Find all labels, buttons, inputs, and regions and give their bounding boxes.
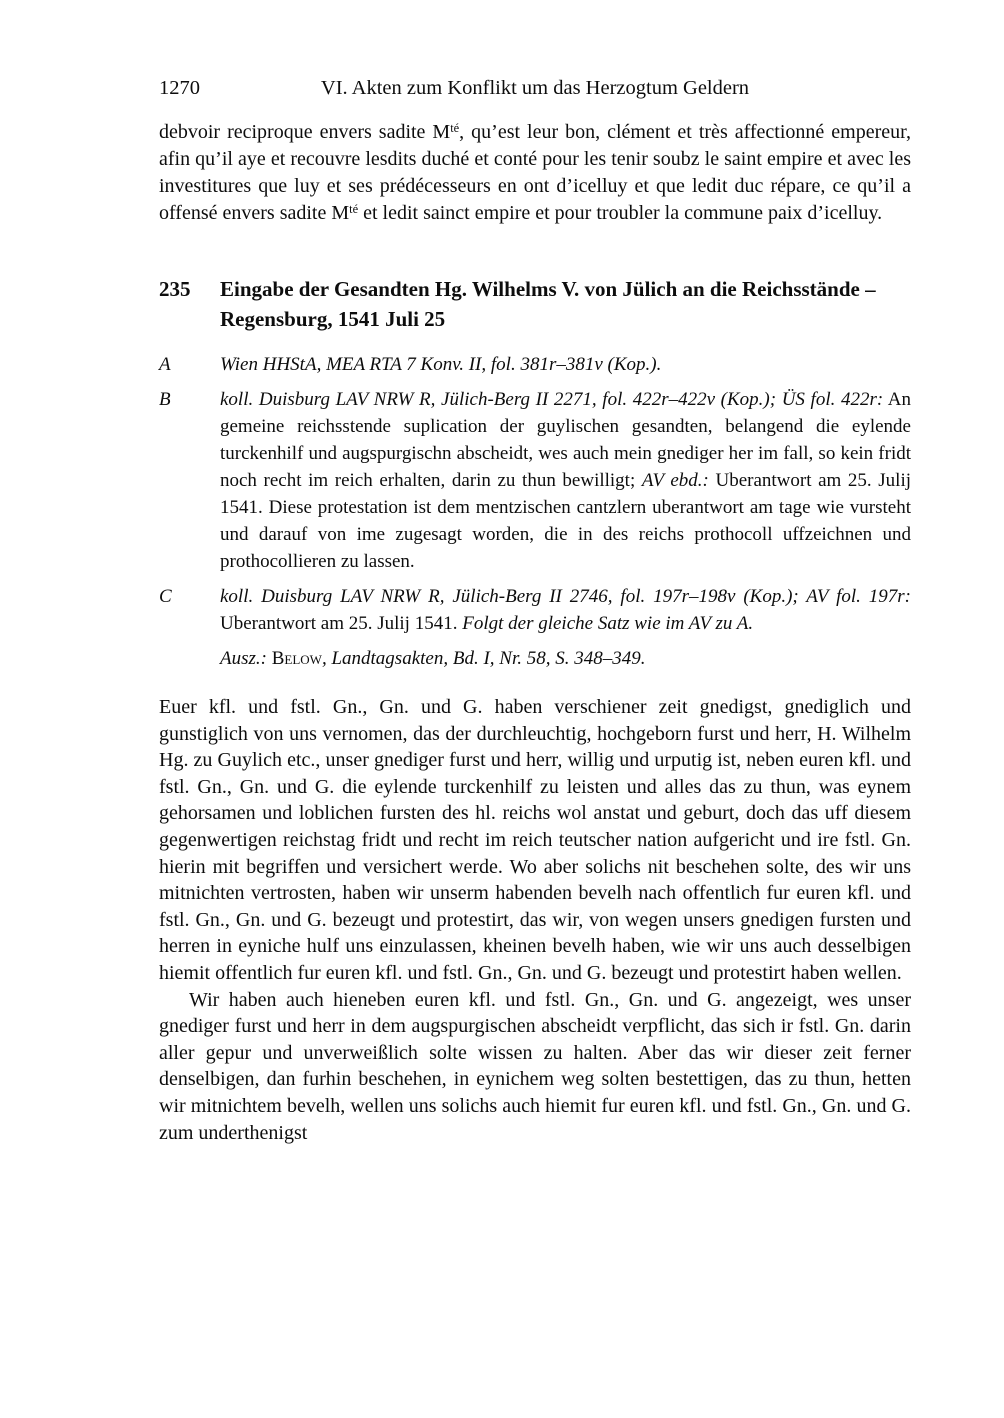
source-item-c [159,583,911,637]
page-content [159,74,911,1146]
source-text: koll. Duisburg LAV NRW R, Jülich-Berg II 2746, fol. 197r–198v (Kop.); AV fol. 197r: Uberantwort am 25. Julij 1541. Folgt der gleiche Satz wie im AV zu A. [220,586,911,634]
excerpt-text: Ausz.: Below, Landtagsakten, Bd. I, Nr. 58, S. 348–349. [220,648,646,669]
source-text: Wien HHStA, MEA RTA 7 Konv. II, fol. 381r–381v (Kop.). [220,354,662,375]
page-number: 1270 [159,77,200,99]
source-text: koll. Duisburg LAV NRW R, Jülich-Berg II 2271, fol. 422r–422v (Kop.); ÜS fol. 422r: An gemeine reichsstende suplication der guylischen gesandten, belangend die eylende turckenhilf und augspurgischn abscheidt, wes auch mein gnediger her im fall, so kein fridt noch recht im reich erhalten, darin zu thun bewilligt; AV ebd.: Uberantwort am 25. Julij 1541. Diese protestation ist dem mentzischen cantzlern uberantwort am tage wie vursteht und darauf von ime zugesagt worden, die in des reichs prothocoll uffzeichnen und prothocollieren zu lassen. [220,389,912,572]
running-header [159,74,911,102]
document-title-text: Eingabe der Gesandten Hg. Wilhelms V. von Jülich an die Reichsstände [220,277,860,301]
source-item-b [159,386,911,575]
source-label: C [159,586,172,607]
document-number: 235 [159,277,191,301]
running-title: VI. Akten zum Konflikt um das Herzogtum Geldern [320,77,750,99]
source-label: A [159,354,171,375]
body-paragraph-1: Euer kfl. und fstl. Gn., Gn. und G. haben verschiener zeit gnedigst, gnediglich und gunstiglich von uns vernomen, das der durchleuchtig, hochgeborn furst und herr, H. Wilhelm Hg. zu Guylich etc., unser gnediger furst und herr, willig und urputig ist, neben euren kfl. und fstl. Gn., Gn. und G. die eylende turckenhilf zu leisten und alles das zu thun, was eynem gehorsamen und loblichen fursten des hl. reichs wol anstat und geburt, doch das uff diesem gegenwertigen reichstag fridt und recht im reich teutscher nation aufgericht und ire fstl. Gn. hierin mit begriffen und versichert werde. Wo aber solichs nit beschehen solte, des wir uns mitnichten vertrosten, haben wir unserm habenden bevelh nach offentlich fur euren kfl. und fstl. Gn., Gn. und G. bezeugt und protestirt, das wir, von wegen unsers gnedigen fursten und herren in eyniche hulf uns einzulassen, kheinen bevelh haben, wie wir uns auch desselbigen hiemit offentlich fur euren kfl. und fstl. Gn., Gn. und G. bezeugt und protestirt haben wellen. [159,696,911,984]
source-apparatus [159,351,911,672]
edition-text [159,694,911,1146]
document-place-date: – Regensburg, 1541 Juli 25 [220,277,876,331]
body-paragraph-2: Wir haben auch hieneben euren kfl. und fstl. Gn., Gn. und G. angezeigt, wes unser gnediger furst und herr in dem augspurgischen abscheidt verpflicht, das sich ir fstl. Gn. darin aller gepur und unverweißlich solte wissen zu halten. Aber das wir dieser zeit ferner denselbigen, dan furhin beschehen, in eynichem weg solten bestettigen, das zu thun, hetten wir mitnichtem bevelh, wellen uns solichs auch hiemit fur euren kfl. und fstl. Gn., Gn. und G. zum underthenigst [159,988,911,1144]
source-label: B [159,389,171,410]
intro-paragraph: debvoir reciproque envers sadite $M^{té}$, qu’est leur bon, clément et très affectionné empereur, afin qu’il aye et recouvre lesdits duché et conté pour les tenir soubz le saint empire et avec les investitures que luy et ses prédécesseurs en ont d’icelluy et que ledit duc répare, ce qu’il a offensé envers sadite $M^{té}$ et ledit sainct empire et pour troubler la commune paix d’icelluy. [159,121,911,224]
excerpt-label [159,645,220,672]
document-title [220,274,911,334]
document-heading [159,274,911,334]
source-item-a [159,351,911,378]
excerpt-reference [159,645,911,672]
